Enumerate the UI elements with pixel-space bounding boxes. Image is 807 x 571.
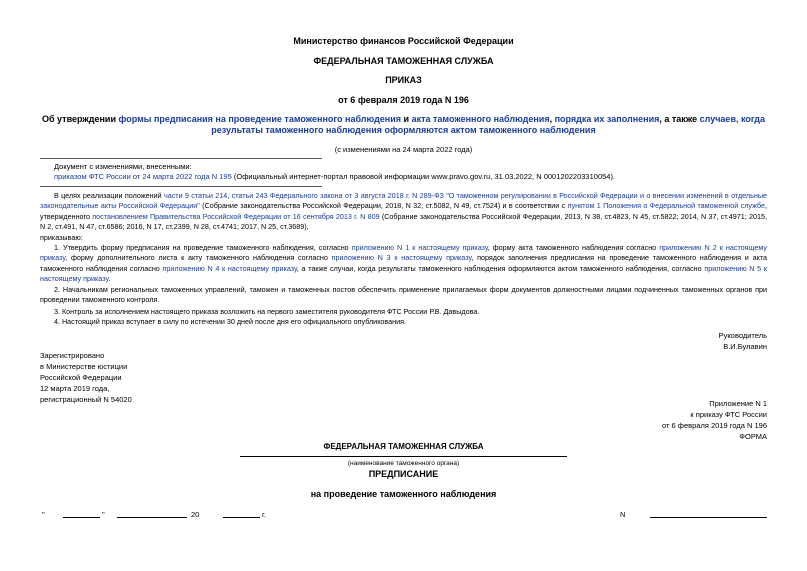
form-title: ПРЕДПИСАНИЕ — [368, 469, 439, 479]
year-suffix: г. — [262, 510, 266, 519]
form-subtitle: на проведение таможенного наблюдения — [310, 489, 497, 499]
title-text: и — [401, 114, 412, 124]
divider — [40, 186, 322, 187]
doc-type: ПРИКАЗ — [385, 75, 422, 85]
registration-line: Российской Федерации — [40, 373, 122, 382]
doc-date-number: от 6 февраля 2019 года N 196 — [338, 95, 469, 105]
document-title — [40, 114, 767, 136]
item-1 — [40, 243, 767, 285]
form-org-name: ФЕДЕРАЛЬНАЯ ТАМОЖЕННАЯ СЛУЖБА — [323, 442, 484, 451]
intro-link-decree[interactable]: постановлением Правительства Российской Федерации от 16 сентября 2013 г. N 809 — [92, 211, 380, 221]
registration-line: регистрационный N 54020 — [40, 395, 132, 404]
year-field[interactable] — [223, 510, 260, 518]
item-1-text: , а также случаи, когда результаты таможенного наблюдения оформляются актом таможенного наблюдения, согласно — [296, 263, 705, 273]
registration-line: в Министерстве юстиции — [40, 362, 128, 371]
changes-source: (Официальный интернет-портал правовой информации www.pravo.gov.ru, 31.03.2022, N 0001202203310054). — [231, 172, 616, 181]
title-text: , — [549, 114, 555, 124]
appendix-block — [662, 398, 767, 442]
title-text: Об утверждении — [42, 114, 119, 124]
appendix-date: от 6 февраля 2019 года N 196 — [662, 421, 767, 430]
signature-block — [719, 330, 767, 352]
signature-name: В.И.Булавин — [723, 342, 767, 351]
item-2: 2. Начальникам региональных таможенных управлений, таможен и таможенных постов обеспечить применение прилагаемых форм документов должностными лицами подчиненных таможенных органов при проведении таможенного контроля. — [40, 285, 767, 305]
registration-block — [40, 350, 132, 405]
intro-text: (Собрание законодательства Российской Федерации, 2013, N 38, ст.4823, N 45, ст.5822; 2014, N 37, ст.4971; 2015, N 2, ст.491, N 47, ст.6586; 2016, N 17, ст.2399, N 28, ст.4741; 2017, N 25, ст.3689), — [40, 211, 767, 232]
date-quote-close: " — [102, 510, 105, 519]
item-1-text: , форму дополнительного листа к акту таможенного наблюдения согласно — [65, 253, 332, 263]
intro-paragraph — [40, 191, 767, 233]
appendix-number: Приложение N 1 — [709, 399, 767, 408]
link-appendix-5[interactable]: приложению N 5 к настоящему приказу — [40, 263, 767, 284]
link-appendix-3[interactable]: приложению N 3 к настоящему приказу — [331, 253, 472, 263]
item-3: 3. Контроль за исполнением настоящего приказа возложить на первого заместителя руководителя ФТС России Р.В. Давыдова. — [54, 307, 480, 316]
title-link-act[interactable]: акта таможенного наблюдения — [411, 114, 550, 124]
changes-label: Документ с изменениями, внесенными: — [54, 162, 192, 171]
intro-text: , — [227, 191, 232, 200]
title-link-procedure[interactable]: порядка их заполнения — [554, 114, 660, 124]
org-underline — [240, 456, 567, 457]
date-quote-open: " — [42, 510, 45, 519]
appendix-ref: к приказу ФТС России — [690, 410, 767, 419]
intro-link-federal-law[interactable]: статьи 243 Федерального закона от 3 августа 2018 г. N 289-ФЗ "О таможенном регулировании в Российской Федерации и о внесении изменений в отдельные законодательные акты Российской Федерации" — [40, 191, 767, 211]
item-1-text: 1. Утвердить форму предписания на проведение таможенного наблюдения, согласно — [54, 243, 352, 252]
link-appendix-1[interactable]: приложению N 1 к настоящему приказу — [351, 243, 488, 252]
title-link-cases[interactable]: случаев, когда результаты таможенного наблюдения оформляются актом таможенного наблюдения — [211, 114, 765, 135]
intro-text: В целях реализации положений — [54, 191, 164, 200]
item-4: 4. Настоящий приказ вступает в силу по истечении 30 дней после дня его официального опубликования. — [54, 317, 407, 326]
registration-line: Зарегистрировано — [40, 351, 105, 360]
link-appendix-4[interactable]: приложению N 4 к настоящему приказу — [162, 263, 297, 273]
changes-link[interactable]: приказом ФТС России от 24 марта 2022 года N 195 — [54, 172, 232, 181]
divider — [40, 158, 322, 159]
order-word: приказываю: — [40, 233, 83, 242]
revision-note: (с изменениями на 24 марта 2022 года) — [334, 145, 473, 154]
title-text: , а также — [659, 114, 700, 124]
title-link-form[interactable]: формы предписания на проведение таможенного наблюдения — [118, 114, 402, 124]
item-1-text: , форму акта таможенного наблюдения согласно — [487, 243, 660, 252]
number-field[interactable] — [650, 510, 767, 518]
intro-text: , утвержденного — [40, 201, 767, 221]
link-appendix-2[interactable]: приложению N 2 к настоящему приказу — [40, 243, 767, 263]
intro-link-regulation[interactable]: пунктом 1 Положения о Федеральной таможенной службе — [567, 201, 765, 211]
registration-line: 12 марта 2019 года, — [40, 384, 110, 393]
year-prefix: 20 — [191, 510, 200, 519]
form-date-number-row — [40, 510, 767, 522]
service-name: ФЕДЕРАЛЬНАЯ ТАМОЖЕННАЯ СЛУЖБА — [313, 56, 494, 66]
signature-role: Руководитель — [718, 331, 767, 340]
item-1-text: . — [108, 274, 111, 284]
changes-line — [54, 172, 615, 181]
intro-text: (Собрание законодательства Российской Федерации, 2018, N 32, ст.5082, N 49, ст.7524) и в соответствии с — [199, 201, 568, 211]
ministry-name: Министерство финансов Российской Федерации — [293, 36, 514, 46]
form-org-caption: (наименование таможенного органа) — [347, 460, 460, 467]
number-label: N — [620, 510, 626, 519]
item-1-text: , порядок заполнения предписания на проведение таможенного наблюдения и акта таможенного наблюдения согласно — [40, 253, 768, 273]
month-field[interactable] — [117, 510, 187, 518]
intro-link-article-214[interactable]: части 9 статьи 214 — [163, 191, 228, 200]
appendix-form-label: ФОРМА — [739, 432, 767, 441]
day-field[interactable] — [63, 510, 100, 518]
